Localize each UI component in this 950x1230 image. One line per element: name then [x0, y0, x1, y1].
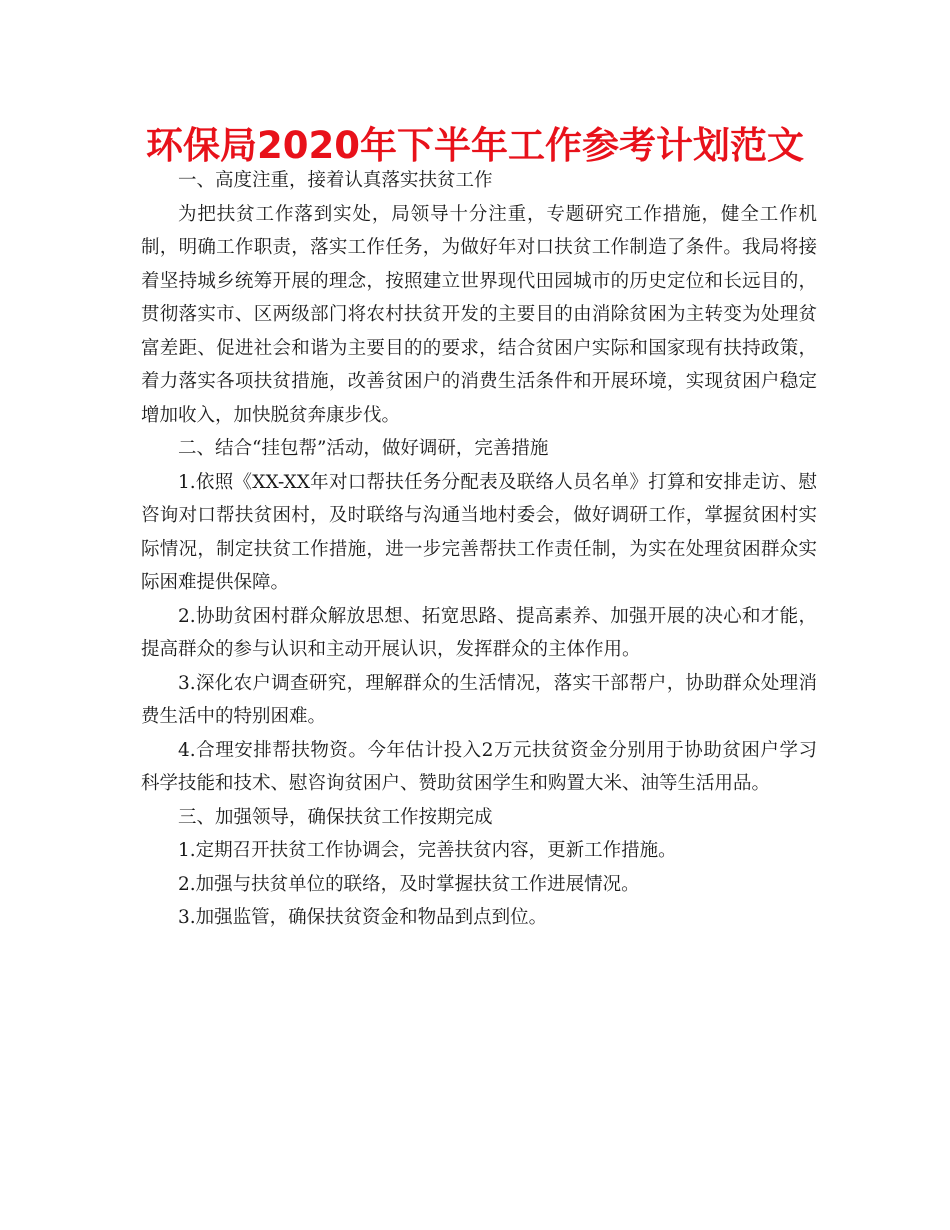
list-item: 4.合理安排帮扶物资。今年估计投入2万元扶贫资金分别用于协助贫困户学习科学技能和技术、慰咨询贫困户、赞助贫困学生和购置大米、油等生活用品。: [141, 739, 817, 794]
list-item: 3.加强监管，确保扶贫资金和物品到点到位。: [178, 907, 548, 928]
list-item: 1.依照《XX-XX年对口帮扶任务分配表及联络人员名单》打算和安排走访、慰咨询对口帮扶贫困村，及时联络与沟通当地村委会，做好调研工作，掌握贫困村实际情况，制定扶贫工作措施，进一步完善帮扶工作责任制，为实在处理贫困群众实际困难提供保障。: [141, 471, 817, 593]
list-item: 2.协助贫困村群众解放思想、拓宽思路、提高素养、加强开展的决心和才能，提高群众的参与认识和主动开展认识，发挥群众的主体作用。: [141, 605, 817, 660]
paragraph: 为把扶贫工作落到实处，局领导十分注重，专题研究工作措施，健全工作机制，明确工作职责，落实工作任务，为做好年对口扶贫工作制造了条件。我局将接着坚持城乡统筹开展的理念，按照建立世界现代田园城市的历史定位和长远目的，贯彻落实市、区两级部门将农村扶贫开发的主要目的由消除贫困为主转变为处理贫富差距、促进社会和谐为主要目的的要求，结合贫困户实际和国家现有扶持政策，着力落实各项扶贫措施，改善贫困户的消费生活条件和开展环境，实现贫困户稳定增加收入，加快脱贫奔康步伐。: [141, 203, 817, 426]
document-title: 环保局2020年下半年工作参考计划范文: [146, 124, 804, 167]
section-heading: 二、结合“挂包帮”活动，做好调研，完善措施: [178, 438, 549, 459]
section-heading: 一、高度注重，接着认真落实扶贫工作: [178, 170, 493, 191]
list-item: 2.加强与扶贫单位的联络，及时掌握扶贫工作进展情况。: [178, 873, 640, 895]
list-item: 3.深化农户调查研究，理解群众的生活情况，落实干部帮户，协助群众处理消费生活中的特别困难。: [141, 672, 817, 727]
section-heading: 三、加强领导，确保扶贫工作按期完成: [178, 806, 493, 828]
document-body: [141, 164, 817, 935]
list-item: 1.定期召开扶贫工作协调会，完善扶贫内容，更新工作措施。: [178, 840, 677, 861]
